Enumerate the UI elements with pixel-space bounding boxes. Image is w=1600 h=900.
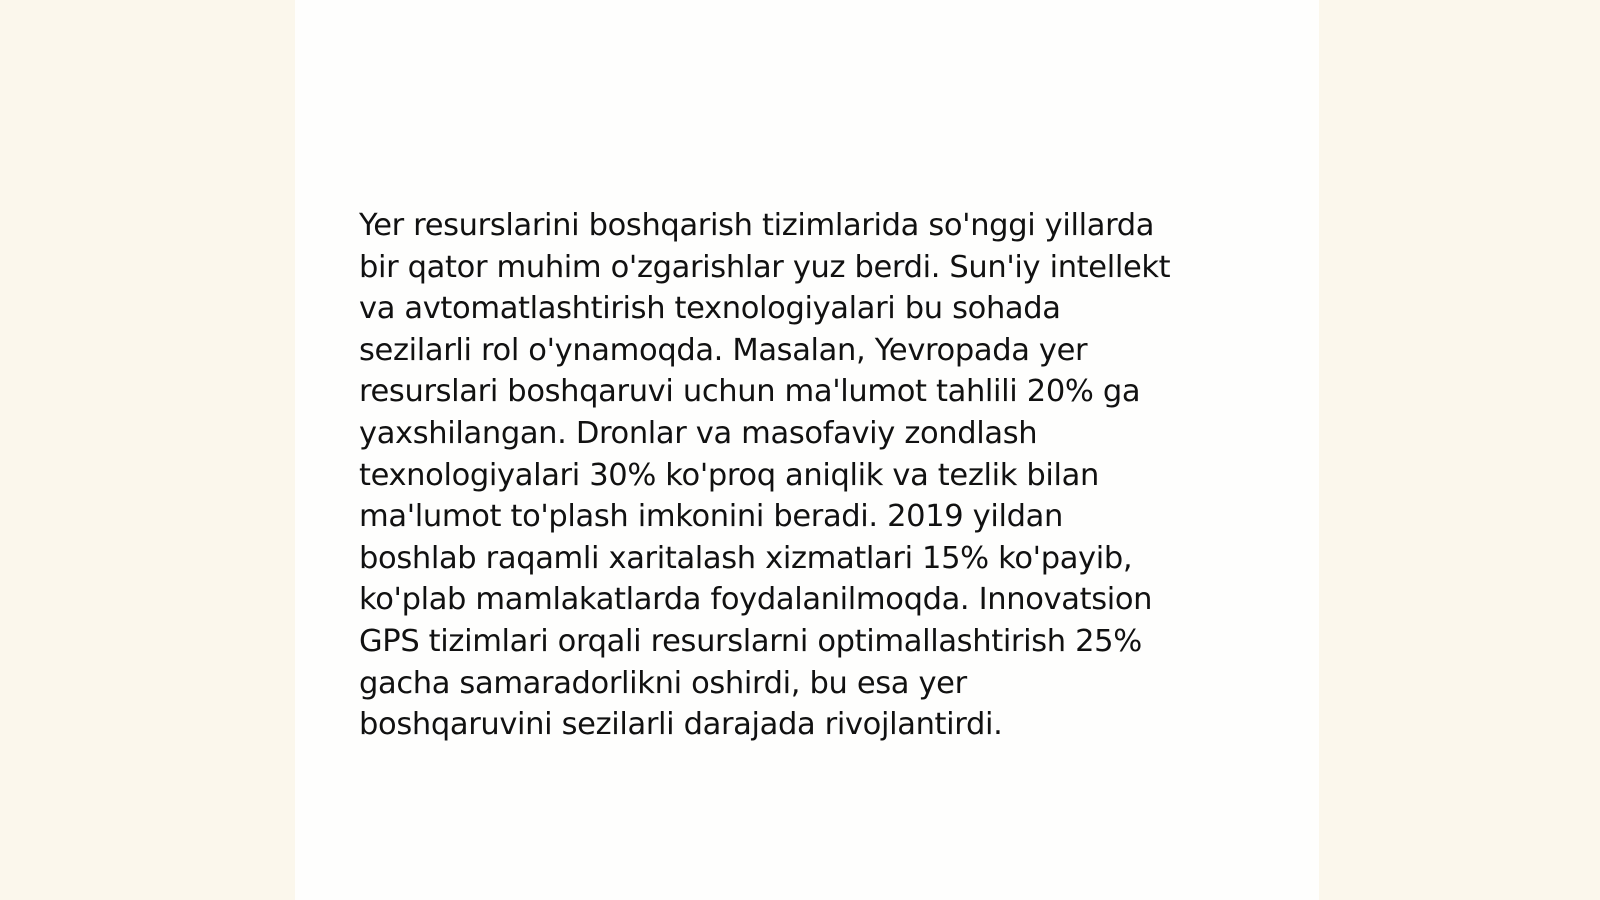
paragraph-line: resurslari boshqaruvi uchun ma'lumot tahlili 20% ga [359, 374, 1141, 410]
paragraph-line: bir qator muhim o'zgarishlar yuz berdi. Sun'iy intellekt [359, 249, 1171, 285]
paragraph-line: ko'plab mamlakatlarda foydalanilmoqda. Innovatsion [359, 582, 1153, 618]
paragraph-line: sezilarli rol o'ynamoqda. Masalan, Yevropada yer [359, 332, 1088, 368]
paragraph-line: yaxshilangan. Dronlar va masofaviy zondlash [359, 415, 1038, 451]
body-paragraph [359, 205, 1259, 746]
paragraph-line: Yer resurslarini boshqarish tizimlarida so'nggi yillarda [359, 208, 1155, 243]
paragraph-line: va avtomatlashtirish texnologiyalari bu sohada [359, 291, 1061, 327]
paragraph-line: GPS tizimlari orqali resurslarni optimallashtirish 25% [359, 623, 1142, 659]
paragraph-line: boshqaruvini sezilarli darajada rivojlantirdi. [359, 707, 1003, 743]
paragraph-line: boshlab raqamli xaritalash xizmatlari 15% ko'payib, [359, 540, 1133, 576]
paragraph-line: gacha samaradorlikni oshirdi, bu esa yer [359, 665, 967, 701]
paragraph-line: texnologiyalari 30% ko'proq aniqlik va tezlik bilan [359, 457, 1099, 493]
paragraph-line: ma'lumot to'plash imkonini beradi. 2019 yildan [359, 499, 1063, 535]
